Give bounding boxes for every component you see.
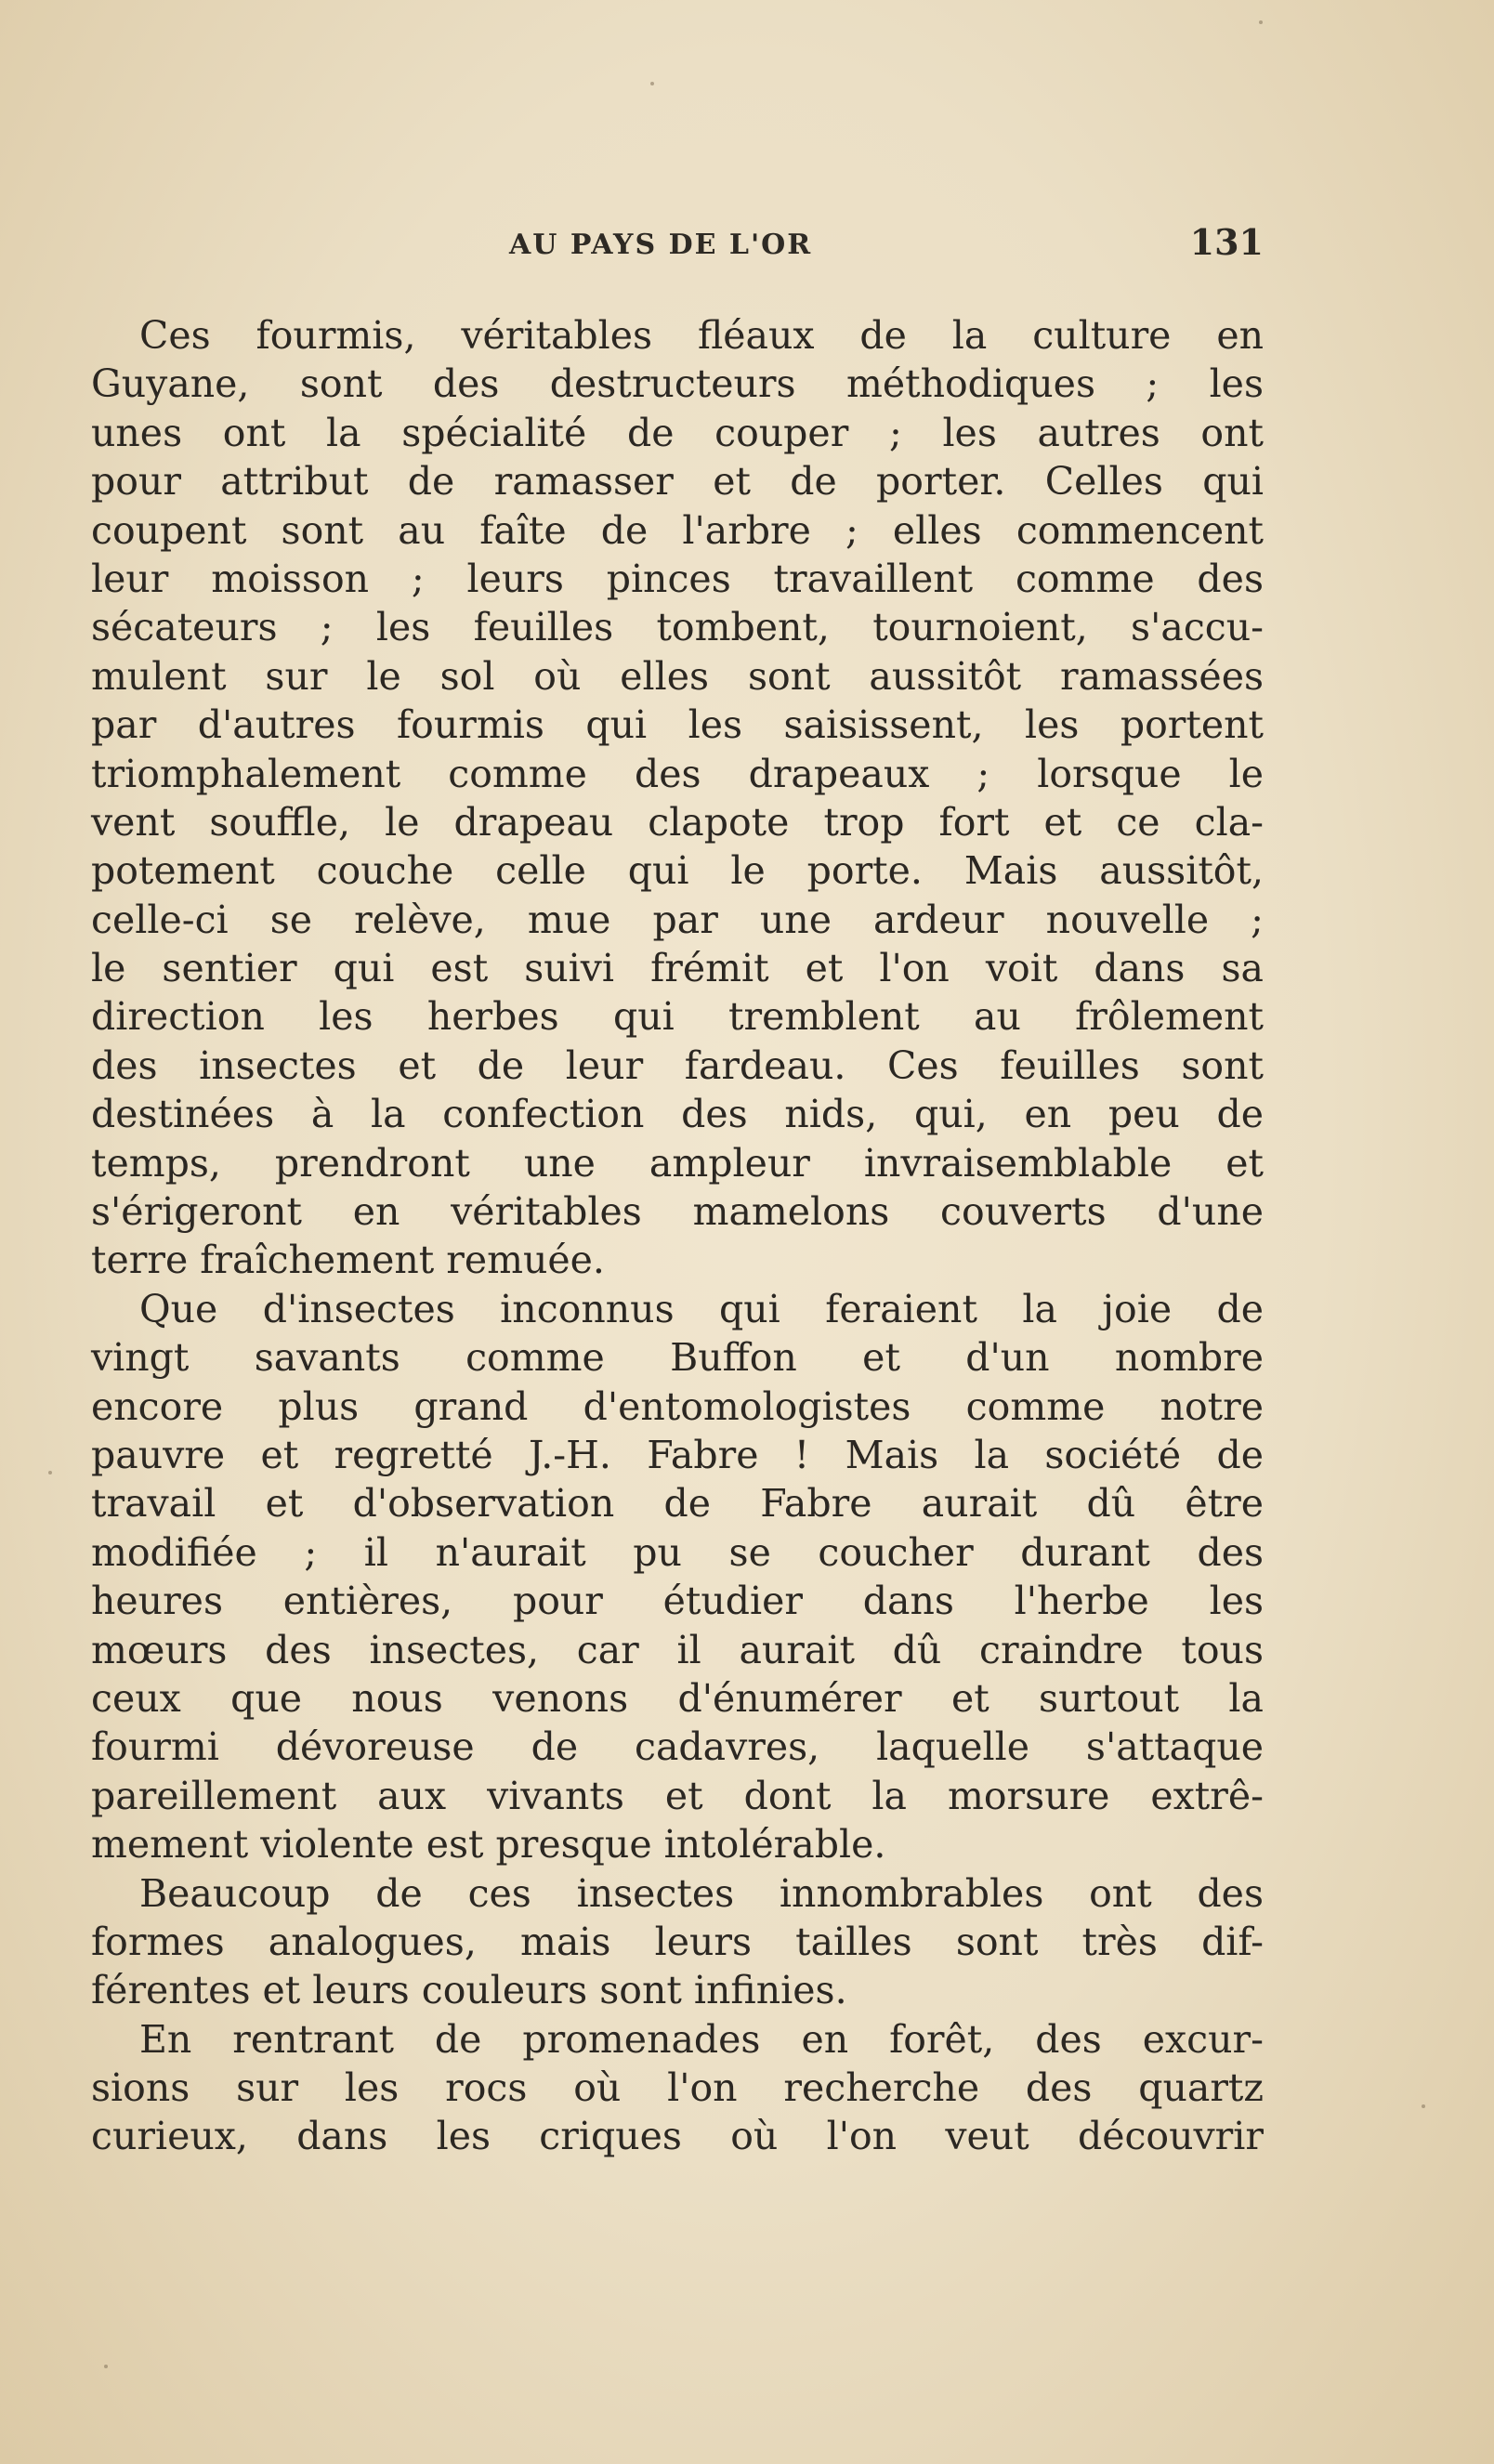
paper-speck <box>1259 20 1263 24</box>
text-line: potement couche celle qui le porte. Mais aussitôt, <box>91 848 1264 894</box>
text-line: férentes et leurs couleurs sont infinies. <box>91 1968 847 2013</box>
text-line: Beaucoup de ces insectes innombrables ont des <box>139 1870 1264 1916</box>
paragraph <box>91 1285 1264 1869</box>
text-line: destinées à la confection des nids, qui, en peu de <box>91 1092 1264 1137</box>
text-line: sions sur les rocs où l'on recherche des quartz <box>91 2065 1264 2111</box>
text-line: sécateurs ; les feuilles tombent, tournoient, s'accu- <box>91 605 1264 650</box>
text-line: des insectes et de leur fardeau. Ces feuilles sont <box>91 1042 1264 1088</box>
text-line: modifiée ; il n'aurait pu se coucher durant des <box>91 1529 1264 1575</box>
text-line: En rentrant de promenades en forêt, des excur- <box>139 2016 1264 2062</box>
paper-speck <box>104 2365 108 2368</box>
text-line: pareillement aux vivants et dont la morsure extrê- <box>91 1773 1264 1818</box>
text-line: formes analogues, mais leurs tailles sont très dif- <box>91 1919 1264 1964</box>
paragraph <box>91 311 1264 1285</box>
paper-speck <box>48 1471 52 1474</box>
paper-speck <box>1422 2104 1425 2108</box>
text-line: curieux, dans les criques où l'on veut découvrir <box>91 2114 1264 2159</box>
running-title: AU PAYS DE L'OR <box>509 229 813 261</box>
text-line: ceux que nous venons d'énumérer et surtout la <box>91 1675 1264 1721</box>
text-line: terre fraîchement remuée. <box>91 1238 605 1283</box>
text-line: pauvre et regretté J.-H. Fabre ! Mais la société de <box>91 1432 1264 1477</box>
text-line: par d'autres fourmis qui les saisissent, les portent <box>91 702 1264 748</box>
text-line: vent souffle, le drapeau clapote trop fort et ce cla- <box>91 799 1264 845</box>
paper-speck <box>650 82 654 85</box>
text-line: direction les herbes qui tremblent au frôlement <box>91 994 1264 1040</box>
page-number: 131 <box>1189 221 1264 263</box>
running-header <box>91 221 1264 266</box>
text-line: vingt savants comme Buffon et d'un nombre <box>91 1335 1264 1381</box>
paragraph <box>91 1869 1264 2015</box>
text-line: Ces fourmis, véritables fléaux de la culture en <box>139 313 1264 358</box>
text-line: pour attribut de ramasser et de porter. Celles qui <box>91 459 1264 505</box>
text-line: heures entières, pour étudier dans l'herbe les <box>91 1579 1264 1624</box>
text-line: triomphalement comme des drapeaux ; lorsque le <box>91 751 1264 796</box>
body-text <box>91 311 1264 2161</box>
text-line: mulent sur le sol où elles sont aussitôt ramassées <box>91 653 1264 699</box>
text-line: encore plus grand d'entomologistes comme notre <box>91 1383 1264 1429</box>
text-line: leur moisson ; leurs pinces travaillent comme des <box>91 556 1264 601</box>
paragraph <box>91 2015 1264 2161</box>
text-line: travail et d'observation de Fabre aurait dû être <box>91 1481 1264 1527</box>
text-line: fourmi dévoreuse de cadavres, laquelle s'attaque <box>91 1724 1264 1770</box>
text-line: Guyane, sont des destructeurs méthodiques ; les <box>91 361 1264 407</box>
text-line: mement violente est presque intolérable. <box>91 1822 886 1868</box>
text-line: celle-ci se relève, mue par une ardeur nouvelle ; <box>91 897 1264 942</box>
text-line: s'érigeront en véritables mamelons couverts d'une <box>91 1189 1264 1235</box>
text-line: temps, prendront une ampleur invraisemblable et <box>91 1140 1264 1186</box>
text-line: unes ont la spécialité de couper ; les autres ont <box>91 410 1264 455</box>
text-line: le sentier qui est suivi frémit et l'on voit dans sa <box>91 946 1264 991</box>
text-line: coupent sont au faîte de l'arbre ; elles commencent <box>91 507 1264 553</box>
text-line: Que d'insectes inconnus qui feraient la joie de <box>139 1286 1264 1331</box>
text-line: mœurs des insectes, car il aurait dû craindre tous <box>91 1627 1264 1672</box>
